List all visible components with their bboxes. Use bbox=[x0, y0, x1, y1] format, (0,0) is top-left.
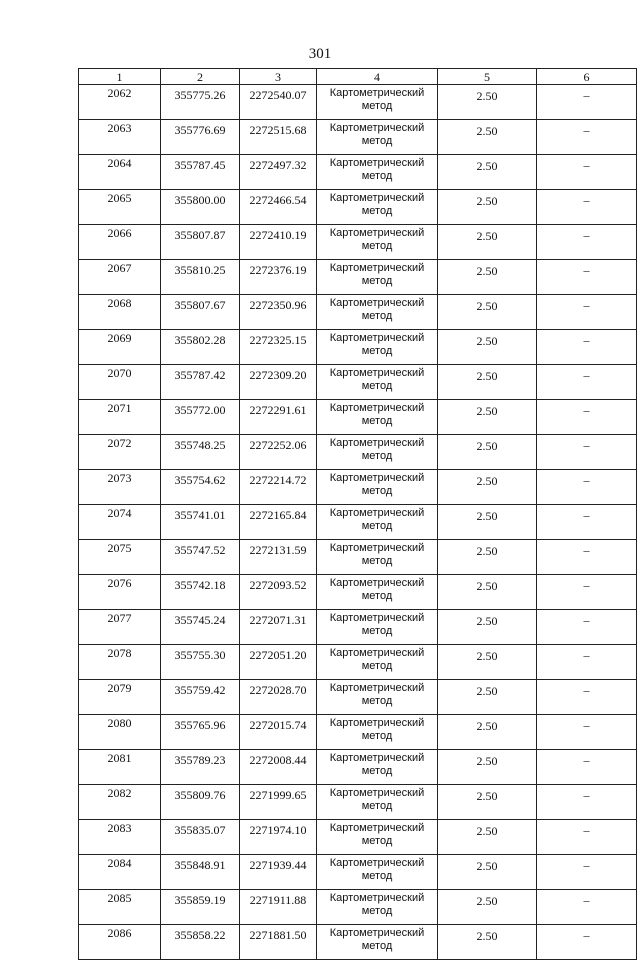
x-coordinate-cell: 355800.00 bbox=[161, 190, 240, 225]
y-coordinate-cell: 2272015.74 bbox=[240, 715, 317, 750]
x-coordinate-cell: 355810.25 bbox=[161, 260, 240, 295]
error-cell: 2.50 bbox=[438, 155, 537, 190]
method-cell: Картометрический метод bbox=[317, 750, 438, 785]
x-coordinate-cell: 355776.69 bbox=[161, 120, 240, 155]
x-coordinate-cell: 355807.87 bbox=[161, 225, 240, 260]
y-coordinate-cell: 2272291.61 bbox=[240, 400, 317, 435]
note-cell: – bbox=[537, 470, 637, 505]
x-coordinate-cell: 355741.01 bbox=[161, 505, 240, 540]
x-coordinate-cell: 355775.26 bbox=[161, 85, 240, 120]
table-row bbox=[79, 470, 637, 505]
error-cell: 2.50 bbox=[438, 715, 537, 750]
note-cell: – bbox=[537, 855, 637, 890]
point-number-cell: 2086 bbox=[79, 925, 161, 960]
table-row bbox=[79, 225, 637, 260]
x-coordinate-cell: 355759.42 bbox=[161, 680, 240, 715]
error-cell: 2.50 bbox=[438, 225, 537, 260]
y-coordinate-cell: 2272515.68 bbox=[240, 120, 317, 155]
error-cell: 2.50 bbox=[438, 645, 537, 680]
point-number-cell: 2084 bbox=[79, 855, 161, 890]
x-coordinate-cell: 355809.76 bbox=[161, 785, 240, 820]
table-row bbox=[79, 715, 637, 750]
table-row bbox=[79, 750, 637, 785]
note-cell: – bbox=[537, 680, 637, 715]
x-coordinate-cell: 355787.45 bbox=[161, 155, 240, 190]
note-cell: – bbox=[537, 295, 637, 330]
y-coordinate-cell: 2272309.20 bbox=[240, 365, 317, 400]
y-coordinate-cell: 2272540.07 bbox=[240, 85, 317, 120]
point-number-cell: 2075 bbox=[79, 540, 161, 575]
x-coordinate-cell: 355765.96 bbox=[161, 715, 240, 750]
method-cell: Картометрический метод bbox=[317, 715, 438, 750]
page-number: 301 bbox=[308, 46, 332, 62]
note-cell: – bbox=[537, 540, 637, 575]
point-number-cell: 2082 bbox=[79, 785, 161, 820]
table-row bbox=[79, 190, 637, 225]
method-cell: Картометрический метод bbox=[317, 575, 438, 610]
method-cell: Картометрический метод bbox=[317, 890, 438, 925]
method-cell: Картометрический метод bbox=[317, 365, 438, 400]
y-coordinate-cell: 2272410.19 bbox=[240, 225, 317, 260]
method-cell: Картометрический метод bbox=[317, 855, 438, 890]
method-cell: Картометрический метод bbox=[317, 225, 438, 260]
method-cell: Картометрический метод bbox=[317, 645, 438, 680]
column-header: 3 bbox=[240, 69, 317, 85]
method-cell: Картометрический метод bbox=[317, 295, 438, 330]
note-cell: – bbox=[537, 610, 637, 645]
y-coordinate-cell: 2271881.50 bbox=[240, 925, 317, 960]
point-number-cell: 2064 bbox=[79, 155, 161, 190]
table-row bbox=[79, 645, 637, 680]
method-cell: Картометрический метод bbox=[317, 925, 438, 960]
method-cell: Картометрический метод bbox=[317, 400, 438, 435]
table-row bbox=[79, 785, 637, 820]
note-cell: – bbox=[537, 820, 637, 855]
point-number-cell: 2076 bbox=[79, 575, 161, 610]
method-cell: Картометрический метод bbox=[317, 470, 438, 505]
y-coordinate-cell: 2271939.44 bbox=[240, 855, 317, 890]
point-number-cell: 2078 bbox=[79, 645, 161, 680]
error-cell: 2.50 bbox=[438, 540, 537, 575]
error-cell: 2.50 bbox=[438, 820, 537, 855]
method-cell: Картометрический метод bbox=[317, 540, 438, 575]
note-cell: – bbox=[537, 645, 637, 680]
error-cell: 2.50 bbox=[438, 365, 537, 400]
y-coordinate-cell: 2271999.65 bbox=[240, 785, 317, 820]
method-cell: Картометрический метод bbox=[317, 190, 438, 225]
x-coordinate-cell: 355789.23 bbox=[161, 750, 240, 785]
table-row bbox=[79, 365, 637, 400]
x-coordinate-cell: 355807.67 bbox=[161, 295, 240, 330]
y-coordinate-cell: 2272376.19 bbox=[240, 260, 317, 295]
x-coordinate-cell: 355745.24 bbox=[161, 610, 240, 645]
y-coordinate-cell: 2272497.32 bbox=[240, 155, 317, 190]
y-coordinate-cell: 2272008.44 bbox=[240, 750, 317, 785]
y-coordinate-cell: 2271974.10 bbox=[240, 820, 317, 855]
note-cell: – bbox=[537, 155, 637, 190]
error-cell: 2.50 bbox=[438, 435, 537, 470]
point-number-cell: 2074 bbox=[79, 505, 161, 540]
x-coordinate-cell: 355755.30 bbox=[161, 645, 240, 680]
table-row bbox=[79, 505, 637, 540]
note-cell: – bbox=[537, 715, 637, 750]
point-number-cell: 2080 bbox=[79, 715, 161, 750]
x-coordinate-cell: 355859.19 bbox=[161, 890, 240, 925]
point-number-cell: 2085 bbox=[79, 890, 161, 925]
table-row bbox=[79, 820, 637, 855]
point-number-cell: 2072 bbox=[79, 435, 161, 470]
error-cell: 2.50 bbox=[438, 400, 537, 435]
note-cell: – bbox=[537, 750, 637, 785]
note-cell: – bbox=[537, 890, 637, 925]
error-cell: 2.50 bbox=[438, 890, 537, 925]
column-header: 2 bbox=[161, 69, 240, 85]
y-coordinate-cell: 2272350.96 bbox=[240, 295, 317, 330]
error-cell: 2.50 bbox=[438, 470, 537, 505]
table-row bbox=[79, 575, 637, 610]
table-row bbox=[79, 85, 637, 120]
y-coordinate-cell: 2272214.72 bbox=[240, 470, 317, 505]
method-cell: Картометрический метод bbox=[317, 680, 438, 715]
table-row bbox=[79, 540, 637, 575]
error-cell: 2.50 bbox=[438, 575, 537, 610]
note-cell: – bbox=[537, 785, 637, 820]
point-number-cell: 2065 bbox=[79, 190, 161, 225]
x-coordinate-cell: 355787.42 bbox=[161, 365, 240, 400]
method-cell: Картометрический метод bbox=[317, 785, 438, 820]
table-row bbox=[79, 120, 637, 155]
y-coordinate-cell: 2272028.70 bbox=[240, 680, 317, 715]
point-number-cell: 2067 bbox=[79, 260, 161, 295]
error-cell: 2.50 bbox=[438, 330, 537, 365]
y-coordinate-cell: 2272165.84 bbox=[240, 505, 317, 540]
table-row bbox=[79, 890, 637, 925]
method-cell: Картометрический метод bbox=[317, 260, 438, 295]
method-cell: Картометрический метод bbox=[317, 120, 438, 155]
method-cell: Картометрический метод bbox=[317, 330, 438, 365]
point-number-cell: 2079 bbox=[79, 680, 161, 715]
x-coordinate-cell: 355748.25 bbox=[161, 435, 240, 470]
point-number-cell: 2081 bbox=[79, 750, 161, 785]
y-coordinate-cell: 2272071.31 bbox=[240, 610, 317, 645]
point-number-cell: 2070 bbox=[79, 365, 161, 400]
y-coordinate-cell: 2272051.20 bbox=[240, 645, 317, 680]
error-cell: 2.50 bbox=[438, 785, 537, 820]
note-cell: – bbox=[537, 190, 637, 225]
table-row bbox=[79, 295, 637, 330]
point-number-cell: 2068 bbox=[79, 295, 161, 330]
column-header: 6 bbox=[537, 69, 637, 85]
note-cell: – bbox=[537, 225, 637, 260]
error-cell: 2.50 bbox=[438, 190, 537, 225]
x-coordinate-cell: 355848.91 bbox=[161, 855, 240, 890]
note-cell: – bbox=[537, 85, 637, 120]
note-cell: – bbox=[537, 925, 637, 960]
note-cell: – bbox=[537, 365, 637, 400]
table-row bbox=[79, 925, 637, 960]
column-header: 4 bbox=[317, 69, 438, 85]
y-coordinate-cell: 2271911.88 bbox=[240, 890, 317, 925]
column-header: 5 bbox=[438, 69, 537, 85]
note-cell: – bbox=[537, 505, 637, 540]
method-cell: Картометрический метод bbox=[317, 435, 438, 470]
point-number-cell: 2077 bbox=[79, 610, 161, 645]
table-row bbox=[79, 435, 637, 470]
note-cell: – bbox=[537, 330, 637, 365]
error-cell: 2.50 bbox=[438, 260, 537, 295]
note-cell: – bbox=[537, 400, 637, 435]
y-coordinate-cell: 2272131.59 bbox=[240, 540, 317, 575]
y-coordinate-cell: 2272252.06 bbox=[240, 435, 317, 470]
point-number-cell: 2063 bbox=[79, 120, 161, 155]
error-cell: 2.50 bbox=[438, 120, 537, 155]
error-cell: 2.50 bbox=[438, 85, 537, 120]
note-cell: – bbox=[537, 575, 637, 610]
x-coordinate-cell: 355858.22 bbox=[161, 925, 240, 960]
error-cell: 2.50 bbox=[438, 295, 537, 330]
method-cell: Картометрический метод bbox=[317, 155, 438, 190]
note-cell: – bbox=[537, 260, 637, 295]
y-coordinate-cell: 2272466.54 bbox=[240, 190, 317, 225]
error-cell: 2.50 bbox=[438, 855, 537, 890]
error-cell: 2.50 bbox=[438, 750, 537, 785]
x-coordinate-cell: 355747.52 bbox=[161, 540, 240, 575]
point-number-cell: 2071 bbox=[79, 400, 161, 435]
x-coordinate-cell: 355802.28 bbox=[161, 330, 240, 365]
header-row bbox=[79, 69, 637, 85]
method-cell: Картометрический метод bbox=[317, 610, 438, 645]
table-row bbox=[79, 330, 637, 365]
y-coordinate-cell: 2272093.52 bbox=[240, 575, 317, 610]
method-cell: Картометрический метод bbox=[317, 820, 438, 855]
table-row bbox=[79, 855, 637, 890]
method-cell: Картометрический метод bbox=[317, 505, 438, 540]
point-number-cell: 2069 bbox=[79, 330, 161, 365]
note-cell: – bbox=[537, 120, 637, 155]
error-cell: 2.50 bbox=[438, 680, 537, 715]
coordinates-table bbox=[78, 68, 637, 960]
note-cell: – bbox=[537, 435, 637, 470]
point-number-cell: 2062 bbox=[79, 85, 161, 120]
table-row bbox=[79, 680, 637, 715]
point-number-cell: 2083 bbox=[79, 820, 161, 855]
table-row bbox=[79, 610, 637, 645]
x-coordinate-cell: 355742.18 bbox=[161, 575, 240, 610]
column-header: 1 bbox=[79, 69, 161, 85]
error-cell: 2.50 bbox=[438, 610, 537, 645]
method-cell: Картометрический метод bbox=[317, 85, 438, 120]
point-number-cell: 2073 bbox=[79, 470, 161, 505]
point-number-cell: 2066 bbox=[79, 225, 161, 260]
table-row bbox=[79, 155, 637, 190]
table-row bbox=[79, 260, 637, 295]
y-coordinate-cell: 2272325.15 bbox=[240, 330, 317, 365]
x-coordinate-cell: 355754.62 bbox=[161, 470, 240, 505]
table-row bbox=[79, 400, 637, 435]
error-cell: 2.50 bbox=[438, 925, 537, 960]
x-coordinate-cell: 355835.07 bbox=[161, 820, 240, 855]
x-coordinate-cell: 355772.00 bbox=[161, 400, 240, 435]
error-cell: 2.50 bbox=[438, 505, 537, 540]
